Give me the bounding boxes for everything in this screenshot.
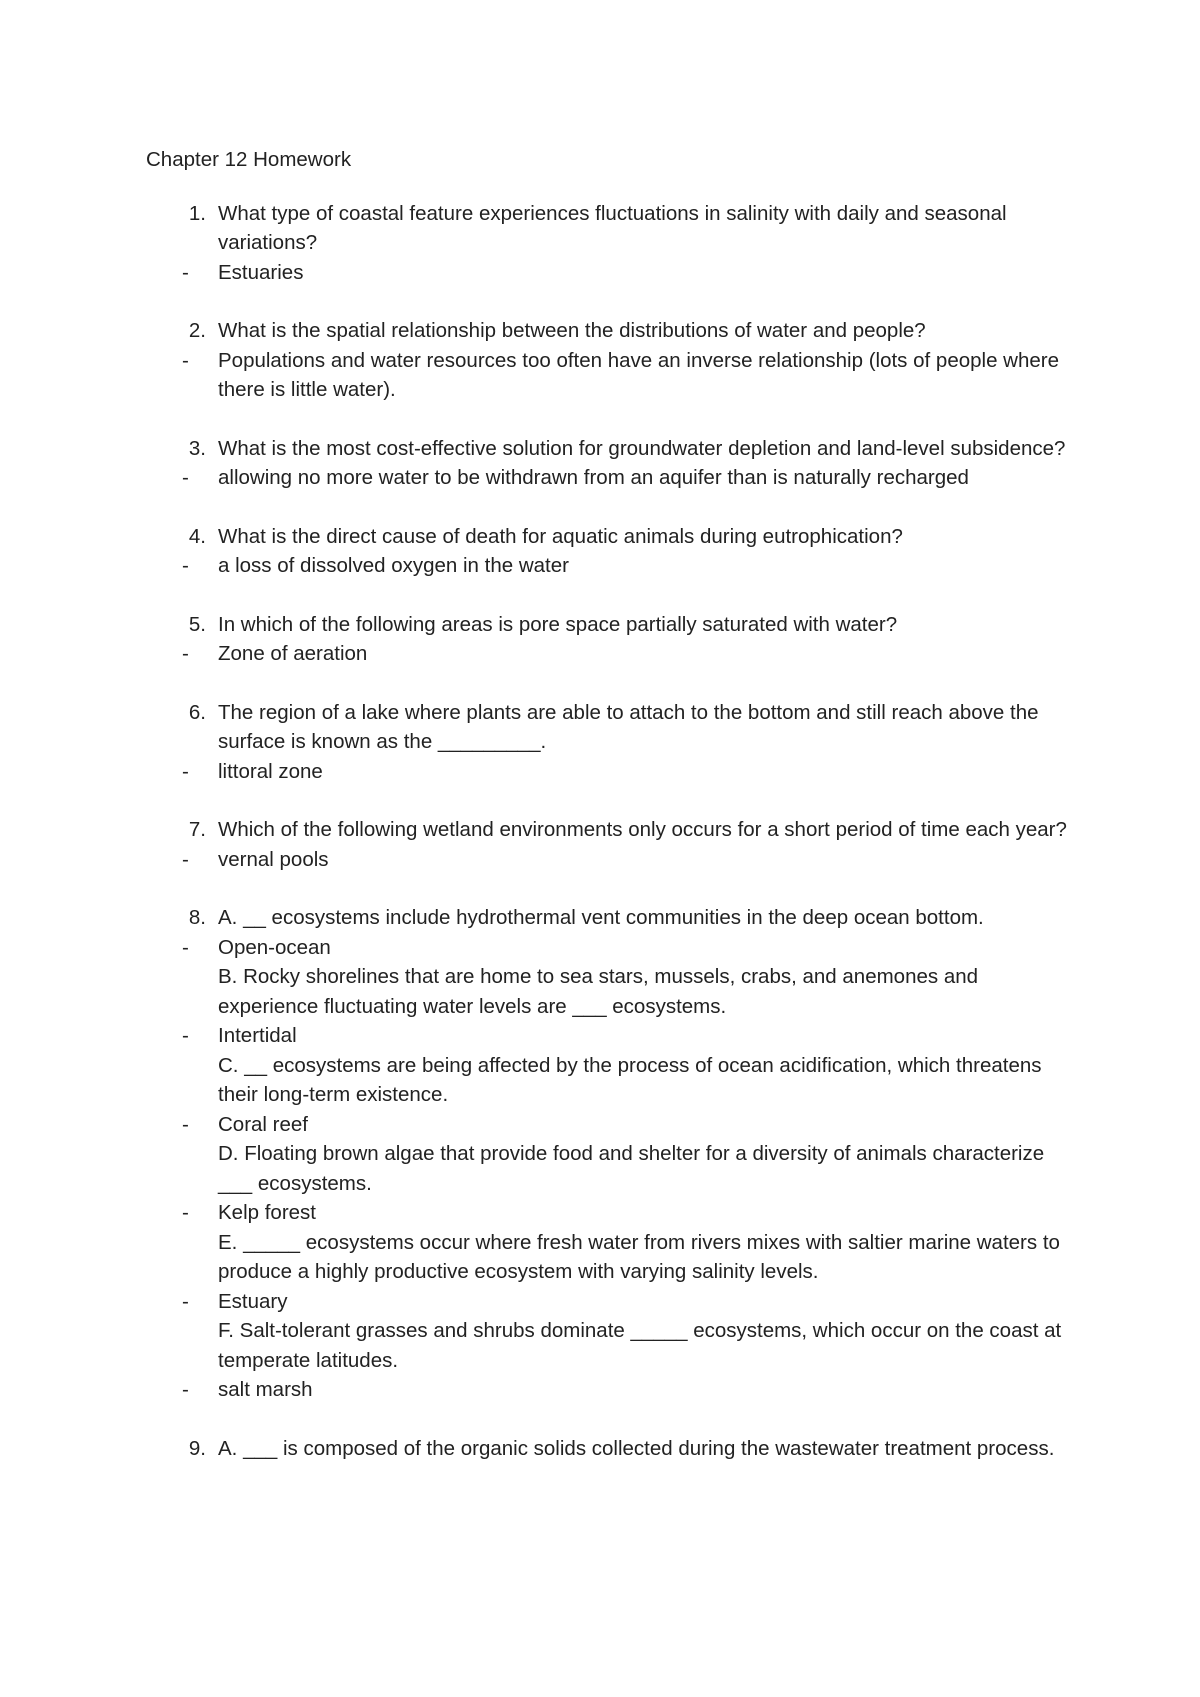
question-number: 7.: [188, 818, 206, 841]
question-8: [146, 903, 1076, 1405]
question-7: [146, 815, 1076, 874]
answer-text: Intertidal: [218, 1024, 297, 1047]
answer-row: [146, 845, 1076, 875]
answer-text: Zone of aeration: [218, 642, 368, 665]
answer-dash: -: [182, 1112, 189, 1136]
answer-dash: -: [182, 935, 189, 959]
answer-row: [146, 551, 1076, 581]
question-row: [146, 316, 1076, 346]
answer-text: Coral reef: [218, 1112, 309, 1136]
question-text: Which of the following wetland environments only occurs for a short period of time each year?: [218, 818, 1067, 841]
subquestion-text: D. Floating brown algae that provide food and shelter for a diversity of animals characterize ___ ecosystems.: [218, 1142, 1045, 1195]
answer-text: allowing no more water to be withdrawn from an aquifer than is naturally recharged: [218, 466, 969, 489]
question-text: The region of a lake where plants are able to attach to the bottom and still reach above the surface is known as the _________.: [218, 700, 1039, 753]
answer-dash: -: [182, 466, 189, 489]
question-number: 1.: [188, 201, 206, 225]
question-row: [146, 903, 1076, 933]
question-row: [146, 610, 1076, 640]
answer-row: [146, 933, 1076, 963]
answer-text: Estuary: [218, 1289, 288, 1313]
answer-text: a loss of dissolved oxygen in the water: [218, 554, 569, 577]
answer-dash: -: [182, 554, 189, 577]
question-number: 6.: [188, 700, 206, 724]
answer-row: [146, 639, 1076, 669]
answer-row: [146, 258, 1076, 288]
question-3: [146, 434, 1076, 493]
answer-dash: -: [182, 1378, 189, 1401]
answer-row: [146, 1021, 1076, 1051]
question-5: [146, 610, 1076, 669]
question-number: 4.: [188, 524, 206, 548]
question-4: [146, 522, 1076, 581]
answer-dash: -: [182, 642, 189, 665]
answer-row: [146, 1287, 1076, 1317]
document-page: [146, 145, 1076, 1492]
question-9: [146, 1434, 1076, 1464]
answer-dash: -: [182, 348, 189, 372]
question-row: [146, 522, 1076, 552]
question-number: 5.: [188, 612, 206, 636]
question-row: [146, 815, 1076, 845]
question-text: In which of the following areas is pore space partially saturated with water?: [218, 612, 898, 636]
question-text: What is the spatial relationship between the distributions of water and people?: [218, 319, 926, 342]
question-text: A. __ ecosystems include hydrothermal vent communities in the deep ocean bottom.: [218, 906, 984, 929]
question-text: What is the most cost-effective solution for groundwater depletion and land-level subsidence?: [218, 436, 1066, 460]
answer-dash: -: [182, 1024, 189, 1047]
question-1: [146, 199, 1076, 288]
answer-dash: -: [182, 1201, 189, 1224]
answer-dash: -: [182, 260, 189, 284]
document-title: Chapter 12 Homework: [146, 148, 352, 171]
answer-row: [146, 346, 1076, 405]
answer-row: [146, 1110, 1076, 1140]
question-text: What type of coastal feature experiences fluctuations in salinity with daily and seasonal variations?: [218, 201, 1007, 254]
subquestion-text: F. Salt-tolerant grasses and shrubs dominate _____ ecosystems, which occur on the coast at temperate latitudes.: [218, 1319, 1062, 1372]
answer-row: [146, 463, 1076, 493]
question-row: [146, 199, 1076, 258]
answer-text: salt marsh: [218, 1378, 313, 1401]
subquestion-text: B. Rocky shorelines that are home to sea stars, mussels, crabs, and anemones and experience fluctuating water levels are ___ ecosystems.: [218, 965, 979, 1018]
question-row: [146, 698, 1076, 757]
answer-row: [146, 1198, 1076, 1228]
question-row: [146, 1434, 1076, 1464]
answer-text: Kelp forest: [218, 1201, 316, 1224]
answer-text: Populations and water resources too often have an inverse relationship (lots of people where there is little water).: [218, 348, 1060, 401]
answer-row: [146, 757, 1076, 787]
question-6: [146, 698, 1076, 787]
answer-dash: -: [182, 1289, 189, 1313]
answer-text: littoral zone: [218, 759, 323, 783]
question-text: A. ___ is composed of the organic solids collected during the wastewater treatment process.: [218, 1436, 1055, 1460]
answer-dash: -: [182, 759, 189, 783]
question-row: [146, 434, 1076, 464]
answer-row: [146, 1375, 1076, 1405]
answer-text: Open-ocean: [218, 935, 331, 959]
answer-text: Estuaries: [218, 260, 304, 284]
answer-text: vernal pools: [218, 847, 329, 871]
question-number: 3.: [188, 436, 206, 460]
subquestion-text: C. __ ecosystems are being affected by the process of ocean acidification, which threatens their long-term existence.: [218, 1053, 1042, 1106]
question-number: 2.: [188, 319, 206, 342]
question-2: [146, 316, 1076, 405]
question-number: 9.: [188, 1436, 206, 1460]
question-text: What is the direct cause of death for aquatic animals during eutrophication?: [218, 524, 903, 548]
subquestion-text: E. _____ ecosystems occur where fresh water from rivers mixes with saltier marine waters to produce a highly productive ecosystem with varying salinity levels.: [218, 1230, 1060, 1283]
question-number: 8.: [188, 906, 206, 929]
answer-dash: -: [182, 847, 189, 871]
